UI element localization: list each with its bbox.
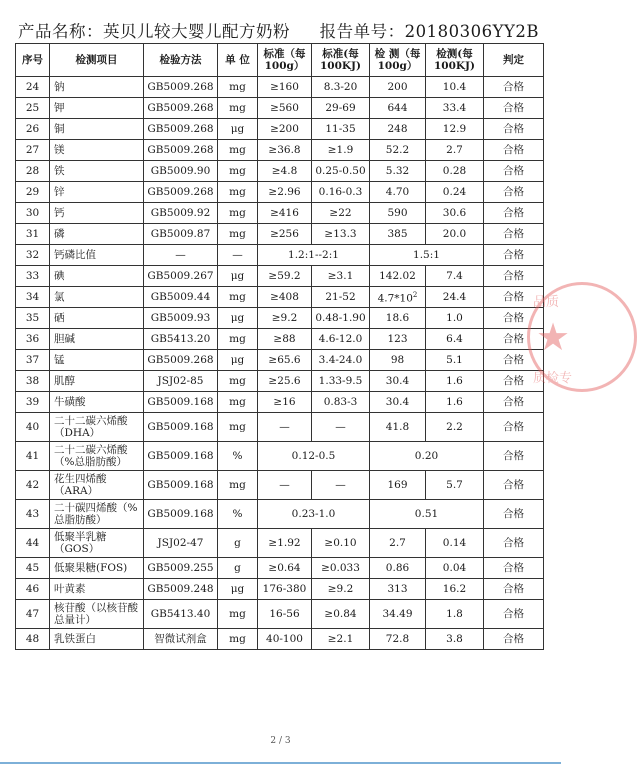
- table-row: [16, 329, 544, 350]
- result-per-100g: [370, 287, 426, 308]
- standard-per-100kj: 8.3-20: [312, 77, 370, 98]
- test-item: 二十二碳六烯酸（%总脂肪酸）: [50, 442, 144, 471]
- test-item: 钾: [50, 98, 144, 119]
- result-per-100g: [370, 119, 426, 140]
- standard-per-100kj: 0.16-0.3: [312, 182, 370, 203]
- standard-per-100kj: 0.83-3: [312, 392, 370, 413]
- verdict: 合格: [484, 629, 544, 650]
- result-per-100kj: 24.4: [426, 287, 484, 308]
- unit: mg: [218, 471, 258, 500]
- result-per-100kj: 5.7: [426, 471, 484, 500]
- result-value-text: 30.4: [385, 396, 410, 408]
- result-per-100g: [370, 558, 426, 579]
- test-item: 牛磺酸: [50, 392, 144, 413]
- verdict: 合格: [484, 392, 544, 413]
- standard-per-100kj: 1.33-9.5: [312, 371, 370, 392]
- test-item: 二十二碳六烯酸（DHA）: [50, 413, 144, 442]
- test-method: GB5413.40: [144, 600, 218, 629]
- table-row: [16, 629, 544, 650]
- result-value-text: 5.32: [385, 165, 410, 177]
- standard-per-100g: —: [258, 413, 312, 442]
- bottom-divider: [0, 762, 561, 764]
- test-item: 胆碱: [50, 329, 144, 350]
- unit: —: [218, 245, 258, 266]
- table-row: [16, 350, 544, 371]
- result-value-text: 41.8: [385, 421, 410, 433]
- column-header: 标准(每100KJ): [312, 44, 370, 77]
- unit: mg: [218, 600, 258, 629]
- result-per-100kj: 12.9: [426, 119, 484, 140]
- verdict: 合格: [484, 98, 544, 119]
- row-number: 26: [16, 119, 50, 140]
- result-per-100g: [370, 392, 426, 413]
- result-per-100g: [370, 266, 426, 287]
- unit: μg: [218, 308, 258, 329]
- verdict: 合格: [484, 413, 544, 442]
- standard-per-100kj: 11-35: [312, 119, 370, 140]
- standard-per-100kj: 4.6-12.0: [312, 329, 370, 350]
- unit: mg: [218, 287, 258, 308]
- result-per-100kj: 0.28: [426, 161, 484, 182]
- table-row: [16, 579, 544, 600]
- result-value-text: 248: [387, 123, 408, 135]
- unit: mg: [218, 140, 258, 161]
- standard-per-100g: ≥25.6: [258, 371, 312, 392]
- standard-per-100kj: ≥22: [312, 203, 370, 224]
- row-number: 41: [16, 442, 50, 471]
- test-item: 二十碳四烯酸（%总脂肪酸）: [50, 500, 144, 529]
- result-value-text: 30.4: [385, 375, 410, 387]
- unit: mg: [218, 629, 258, 650]
- unit: mg: [218, 371, 258, 392]
- standard-per-100g: ≥1.92: [258, 529, 312, 558]
- standard-per-100g: ≥65.6: [258, 350, 312, 371]
- product-name: 产品名称：英贝儿较大婴儿配方奶粉: [18, 22, 290, 41]
- test-item: 钠: [50, 77, 144, 98]
- result-per-100g: [370, 98, 426, 119]
- result-per-100kj: 1.8: [426, 600, 484, 629]
- result-per-100kj: 2.7: [426, 140, 484, 161]
- standard-per-100kj: 29-69: [312, 98, 370, 119]
- table-row: [16, 224, 544, 245]
- test-item: 核苷酸（以核苷酸总量计）: [50, 600, 144, 629]
- result-per-100kj: 1.6: [426, 371, 484, 392]
- verdict: 合格: [484, 245, 544, 266]
- table-row: [16, 442, 544, 471]
- test-item: 碘: [50, 266, 144, 287]
- result-exponent: 2: [412, 291, 418, 300]
- verdict: 合格: [484, 471, 544, 500]
- row-number: 37: [16, 350, 50, 371]
- result-per-100kj: 10.4: [426, 77, 484, 98]
- verdict: 合格: [484, 442, 544, 471]
- verdict: 合格: [484, 558, 544, 579]
- standard-per-100g: ≥36.8: [258, 140, 312, 161]
- result-per-100g: [370, 413, 426, 442]
- result-per-100kj: 0.14: [426, 529, 484, 558]
- unit: μg: [218, 266, 258, 287]
- test-method: GB5009.268: [144, 119, 218, 140]
- standard-per-100kj: 3.4-24.0: [312, 350, 370, 371]
- result-per-100kj: 1.6: [426, 392, 484, 413]
- unit: %: [218, 442, 258, 471]
- result-per-100g: [370, 371, 426, 392]
- column-header: 标准（每100g）: [258, 44, 312, 77]
- table-row: [16, 119, 544, 140]
- test-method: GB5009.168: [144, 471, 218, 500]
- table-row: [16, 182, 544, 203]
- result-per-100kj: 2.2: [426, 413, 484, 442]
- row-number: 33: [16, 266, 50, 287]
- unit: mg: [218, 329, 258, 350]
- unit: μg: [218, 350, 258, 371]
- result-value-text: 18.6: [385, 312, 410, 324]
- test-method: 智微试剂盒: [144, 629, 218, 650]
- verdict: 合格: [484, 77, 544, 98]
- standard-per-100kj: ≥0.033: [312, 558, 370, 579]
- result-value-text: 98: [390, 354, 405, 366]
- row-number: 44: [16, 529, 50, 558]
- table-row: [16, 161, 544, 182]
- test-method: GB5009.87: [144, 224, 218, 245]
- test-item: 硒: [50, 308, 144, 329]
- unit: mg: [218, 413, 258, 442]
- verdict: 合格: [484, 579, 544, 600]
- seal-text-bottom: 质检专: [533, 371, 573, 386]
- table-row: [16, 266, 544, 287]
- table-row: [16, 203, 544, 224]
- row-number: 46: [16, 579, 50, 600]
- report-header: [18, 18, 539, 42]
- standard-per-100g: ≥560: [258, 98, 312, 119]
- test-method: JSJ02-85: [144, 371, 218, 392]
- table-row: [16, 287, 544, 308]
- result-per-100kj: 0.24: [426, 182, 484, 203]
- test-item: 花生四烯酸（ARA）: [50, 471, 144, 500]
- result-per-100kj: 7.4: [426, 266, 484, 287]
- standard-per-100kj: ≥0.84: [312, 600, 370, 629]
- test-method: GB5413.20: [144, 329, 218, 350]
- row-number: 47: [16, 600, 50, 629]
- row-number: 25: [16, 98, 50, 119]
- result-value-text: 0.86: [385, 562, 410, 574]
- row-number: 35: [16, 308, 50, 329]
- row-number: 48: [16, 629, 50, 650]
- verdict: 合格: [484, 308, 544, 329]
- standard-per-100g: ≥88: [258, 329, 312, 350]
- row-number: 32: [16, 245, 50, 266]
- unit: g: [218, 558, 258, 579]
- table-row: [16, 529, 544, 558]
- table-row: [16, 600, 544, 629]
- standard-value: 0.23-1.0: [258, 500, 370, 529]
- verdict: 合格: [484, 266, 544, 287]
- test-item: 氯: [50, 287, 144, 308]
- result-value-text: 142.02: [379, 270, 416, 282]
- table-row: [16, 392, 544, 413]
- report-number: 报告单号：20180306YY2B: [319, 22, 539, 41]
- verdict: 合格: [484, 500, 544, 529]
- result-per-100g: [370, 529, 426, 558]
- result-value: 0.20: [370, 442, 484, 471]
- verdict: 合格: [484, 161, 544, 182]
- test-method: GB5009.268: [144, 350, 218, 371]
- standard-per-100g: ≥200: [258, 119, 312, 140]
- inspection-seal: [527, 282, 637, 392]
- standard-per-100g: 176-380: [258, 579, 312, 600]
- test-method: JSJ02-47: [144, 529, 218, 558]
- table-row: [16, 413, 544, 442]
- table-row: [16, 500, 544, 529]
- column-header: 检验方法: [144, 44, 218, 77]
- result-value: 1.5:1: [370, 245, 484, 266]
- result-per-100g: [370, 182, 426, 203]
- test-method: GB5009.255: [144, 558, 218, 579]
- verdict: 合格: [484, 203, 544, 224]
- test-method: GB5009.267: [144, 266, 218, 287]
- result-per-100g: [370, 161, 426, 182]
- result-value-text: 34.49: [382, 608, 413, 620]
- test-method: GB5009.268: [144, 140, 218, 161]
- test-item: 镁: [50, 140, 144, 161]
- test-item: 肌醇: [50, 371, 144, 392]
- result-per-100g: [370, 140, 426, 161]
- standard-per-100kj: ≥1.9: [312, 140, 370, 161]
- column-header: 序号: [16, 44, 50, 77]
- result-value-text: 52.2: [385, 144, 410, 156]
- column-header: 检 测（每100g）: [370, 44, 426, 77]
- column-header: 检测(每100KJ): [426, 44, 484, 77]
- test-item: 锌: [50, 182, 144, 203]
- result-per-100kj: 33.4: [426, 98, 484, 119]
- row-number: 45: [16, 558, 50, 579]
- verdict: 合格: [484, 600, 544, 629]
- standard-per-100g: ≥9.2: [258, 308, 312, 329]
- standard-per-100g: ≥59.2: [258, 266, 312, 287]
- unit: mg: [218, 182, 258, 203]
- row-number: 27: [16, 140, 50, 161]
- verdict: 合格: [484, 371, 544, 392]
- test-results-table: [15, 43, 544, 650]
- unit: g: [218, 529, 258, 558]
- result-value-text: 644: [387, 102, 408, 114]
- standard-per-100kj: —: [312, 471, 370, 500]
- standard-per-100kj: 0.25-0.50: [312, 161, 370, 182]
- result-per-100g: [370, 600, 426, 629]
- row-number: 42: [16, 471, 50, 500]
- standard-per-100g: ≥256: [258, 224, 312, 245]
- table-row: [16, 308, 544, 329]
- seal-text-top: 品质: [533, 295, 560, 310]
- test-item: 乳铁蛋白: [50, 629, 144, 650]
- result-per-100kj: 1.0: [426, 308, 484, 329]
- standard-per-100g: —: [258, 471, 312, 500]
- result-per-100kj: 3.8: [426, 629, 484, 650]
- column-header: 检测项目: [50, 44, 144, 77]
- unit: mg: [218, 77, 258, 98]
- row-number: 34: [16, 287, 50, 308]
- result-value-text: 123: [387, 333, 408, 345]
- result-per-100kj: 20.0: [426, 224, 484, 245]
- standard-per-100g: 40-100: [258, 629, 312, 650]
- result-value-text: 590: [387, 207, 408, 219]
- result-value: 0.51: [370, 500, 484, 529]
- unit: mg: [218, 161, 258, 182]
- table-header-row: [16, 44, 544, 77]
- test-item: 钙: [50, 203, 144, 224]
- standard-per-100g: ≥408: [258, 287, 312, 308]
- standard-per-100kj: ≥0.10: [312, 529, 370, 558]
- standard-per-100g: 16-56: [258, 600, 312, 629]
- verdict: 合格: [484, 182, 544, 203]
- row-number: 38: [16, 371, 50, 392]
- result-value-text: 385: [387, 228, 408, 240]
- test-method: —: [144, 245, 218, 266]
- result-value-text: 169: [387, 479, 408, 491]
- standard-per-100kj: 21-52: [312, 287, 370, 308]
- test-item: 叶黄素: [50, 579, 144, 600]
- star-icon: ★: [536, 315, 571, 359]
- test-item: 铜: [50, 119, 144, 140]
- test-method: GB5009.93: [144, 308, 218, 329]
- table-row: [16, 471, 544, 500]
- table-body: [16, 77, 544, 650]
- row-number: 43: [16, 500, 50, 529]
- row-number: 28: [16, 161, 50, 182]
- table-row: [16, 140, 544, 161]
- result-per-100g: [370, 203, 426, 224]
- verdict: 合格: [484, 329, 544, 350]
- result-value-text: 4.70: [385, 186, 410, 198]
- result-per-100g: [370, 308, 426, 329]
- standard-per-100kj: ≥2.1: [312, 629, 370, 650]
- verdict: 合格: [484, 140, 544, 161]
- standard-per-100g: ≥160: [258, 77, 312, 98]
- test-item: 锰: [50, 350, 144, 371]
- table-row: [16, 558, 544, 579]
- test-method: GB5009.92: [144, 203, 218, 224]
- unit: mg: [218, 98, 258, 119]
- test-item: 铁: [50, 161, 144, 182]
- result-per-100g: [370, 77, 426, 98]
- table-row: [16, 245, 544, 266]
- test-method: GB5009.90: [144, 161, 218, 182]
- test-method: GB5009.268: [144, 182, 218, 203]
- result-per-100kj: 0.04: [426, 558, 484, 579]
- test-item: 低聚果糖(FOS): [50, 558, 144, 579]
- unit: mg: [218, 203, 258, 224]
- standard-per-100g: ≥2.96: [258, 182, 312, 203]
- table-row: [16, 371, 544, 392]
- standard-value: 1.2:1--2:1: [258, 245, 370, 266]
- result-value-text: 2.7: [389, 537, 406, 549]
- result-per-100g: [370, 471, 426, 500]
- result-value-text: 313: [387, 583, 408, 595]
- table-row: [16, 77, 544, 98]
- standard-value: 0.12-0.5: [258, 442, 370, 471]
- row-number: 30: [16, 203, 50, 224]
- result-per-100g: [370, 350, 426, 371]
- result-per-100g: [370, 224, 426, 245]
- verdict: 合格: [484, 529, 544, 558]
- verdict: 合格: [484, 224, 544, 245]
- column-header: 单 位: [218, 44, 258, 77]
- result-per-100g: [370, 629, 426, 650]
- standard-per-100g: ≥416: [258, 203, 312, 224]
- row-number: 31: [16, 224, 50, 245]
- row-number: 36: [16, 329, 50, 350]
- standard-per-100g: ≥16: [258, 392, 312, 413]
- result-per-100kj: 16.2: [426, 579, 484, 600]
- verdict: 合格: [484, 287, 544, 308]
- column-header: 判定: [484, 44, 544, 77]
- standard-per-100kj: ≥9.2: [312, 579, 370, 600]
- unit: μg: [218, 579, 258, 600]
- test-method: GB5009.168: [144, 500, 218, 529]
- result-per-100kj: 6.4: [426, 329, 484, 350]
- standard-per-100kj: —: [312, 413, 370, 442]
- row-number: 40: [16, 413, 50, 442]
- test-item: 磷: [50, 224, 144, 245]
- standard-per-100kj: ≥13.3: [312, 224, 370, 245]
- test-method: GB5009.44: [144, 287, 218, 308]
- row-number: 39: [16, 392, 50, 413]
- test-method: GB5009.268: [144, 77, 218, 98]
- test-item: 低聚半乳糖（GOS）: [50, 529, 144, 558]
- row-number: 24: [16, 77, 50, 98]
- test-item: 钙磷比值: [50, 245, 144, 266]
- row-number: 29: [16, 182, 50, 203]
- verdict: 合格: [484, 350, 544, 371]
- standard-per-100g: ≥0.64: [258, 558, 312, 579]
- result-per-100g: [370, 579, 426, 600]
- test-method: GB5009.168: [144, 442, 218, 471]
- unit: mg: [218, 392, 258, 413]
- test-method: GB5009.268: [144, 98, 218, 119]
- test-method: GB5009.168: [144, 413, 218, 442]
- result-per-100kj: 30.6: [426, 203, 484, 224]
- page-number: 2 / 3: [270, 736, 291, 746]
- standard-per-100kj: ≥3.1: [312, 266, 370, 287]
- test-method: GB5009.248: [144, 579, 218, 600]
- result-per-100g: [370, 329, 426, 350]
- standard-per-100g: ≥4.8: [258, 161, 312, 182]
- unit: μg: [218, 119, 258, 140]
- unit: %: [218, 500, 258, 529]
- result-value-text: 72.8: [385, 633, 410, 645]
- test-method: GB5009.168: [144, 392, 218, 413]
- result-value-text: 200: [387, 81, 408, 93]
- standard-per-100kj: 0.48-1.90: [312, 308, 370, 329]
- result-value-text: 4.7*10: [377, 292, 413, 305]
- table-row: [16, 98, 544, 119]
- unit: mg: [218, 224, 258, 245]
- verdict: 合格: [484, 119, 544, 140]
- result-per-100kj: 5.1: [426, 350, 484, 371]
